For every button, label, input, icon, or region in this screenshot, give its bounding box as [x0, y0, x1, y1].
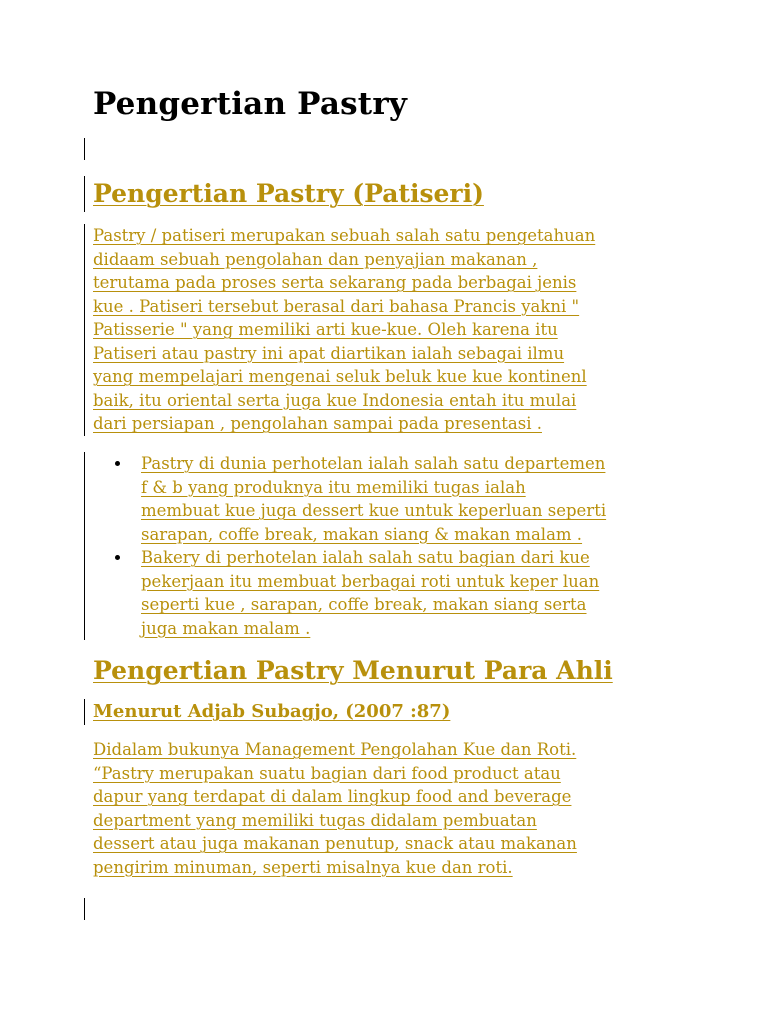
list-item-line[interactable]: sarapan, coffe break, makan siang & makan malam .: [141, 524, 583, 544]
section2-heading[interactable]: [85, 653, 613, 689]
list-item-line[interactable]: membuat kue juga dessert kue untuk keperluan seperti: [141, 501, 607, 520]
section2-subheading[interactable]: [85, 699, 450, 725]
bullet-list-block: [84, 452, 606, 640]
paragraph-line[interactable]: terutama pada proses serta sekarang pada berbagai jenis: [93, 273, 577, 292]
list-item-line[interactable]: pekerjaan itu membuat berbagai roti untuk keper luan: [141, 571, 600, 591]
paragraph-line[interactable]: baik, itu oriental serta juga kue Indonesia entah itu mulai: [93, 390, 577, 410]
list-item[interactable]: [85, 546, 606, 640]
list-item-line[interactable]: juga makan malam .: [141, 618, 311, 638]
section1-paragraph-block: [84, 224, 683, 436]
section2-paragraph[interactable]: [85, 738, 683, 879]
empty-paragraph-marker: [84, 898, 85, 920]
paragraph-line[interactable]: dessert atau juga makanan penutup, snack atau makanan: [93, 834, 577, 853]
empty-paragraph-marker: [84, 138, 85, 160]
paragraph-line[interactable]: dapur yang terdapat di dalam lingkup food and beverage: [93, 787, 572, 806]
list-item-line[interactable]: Pastry di dunia perhotelan ialah salah satu departemen: [141, 454, 606, 473]
section1-paragraph[interactable]: [85, 224, 683, 436]
bullet-list: [85, 452, 606, 640]
paragraph-line[interactable]: dari persiapan , pengolahan sampai pada presentasi .: [93, 414, 542, 433]
list-item-line[interactable]: seperti kue , sarapan, coffe break, makan siang serta: [141, 595, 587, 614]
paragraph-line[interactable]: “Pastry merupakan suatu bagian dari food product atau: [93, 763, 561, 783]
list-item-line[interactable]: f & b yang produknya itu memiliki tugas ialah: [141, 477, 526, 497]
paragraph-line[interactable]: didaam sebuah pengolahan dan penyajian makanan ,: [93, 249, 538, 269]
paragraph-line[interactable]: Patiseri atau pastry ini apat diartikan ialah sebagai ilmu: [93, 343, 565, 363]
section1-heading[interactable]: [85, 176, 484, 212]
page-title: Pengertian Pastry: [93, 86, 408, 122]
section2-subheading-block: [84, 699, 450, 725]
paragraph-line[interactable]: Patisserie " yang memiliki arti kue-kue. Oleh karena itu: [93, 320, 558, 339]
section1-heading-block: [84, 176, 484, 212]
paragraph-line[interactable]: Pastry / patiseri merupakan sebuah salah satu pengetahuan: [93, 226, 596, 245]
list-item[interactable]: [85, 452, 606, 546]
paragraph-line[interactable]: pengirim minuman, seperti misalnya kue dan roti.: [93, 857, 513, 877]
section2-subheading-link[interactable]: Menurut Adjab Subagjo, (2007 :87): [93, 701, 451, 722]
paragraph-line[interactable]: yang mempelajari mengenai seluk beluk kue kue kontinenl: [93, 367, 587, 386]
bullet-dot-icon: [115, 461, 120, 466]
list-item-line[interactable]: Bakery di perhotelan ialah salah satu bagian dari kue: [141, 548, 590, 567]
paragraph-line[interactable]: department yang memiliki tugas didalam pembuatan: [93, 810, 537, 830]
section1-heading-link[interactable]: Pengertian Pastry (Patiseri): [93, 179, 484, 208]
paragraph-line[interactable]: kue . Patiseri tersebut berasal dari bahasa Prancis yakni ": [93, 296, 580, 316]
section2-heading-link[interactable]: Pengertian Pastry Menurut Para Ahli: [93, 656, 613, 685]
paragraph-line[interactable]: Didalam bukunya Management Pengolahan Kue dan Roti.: [93, 740, 577, 759]
bullet-dot-icon: [115, 555, 120, 560]
